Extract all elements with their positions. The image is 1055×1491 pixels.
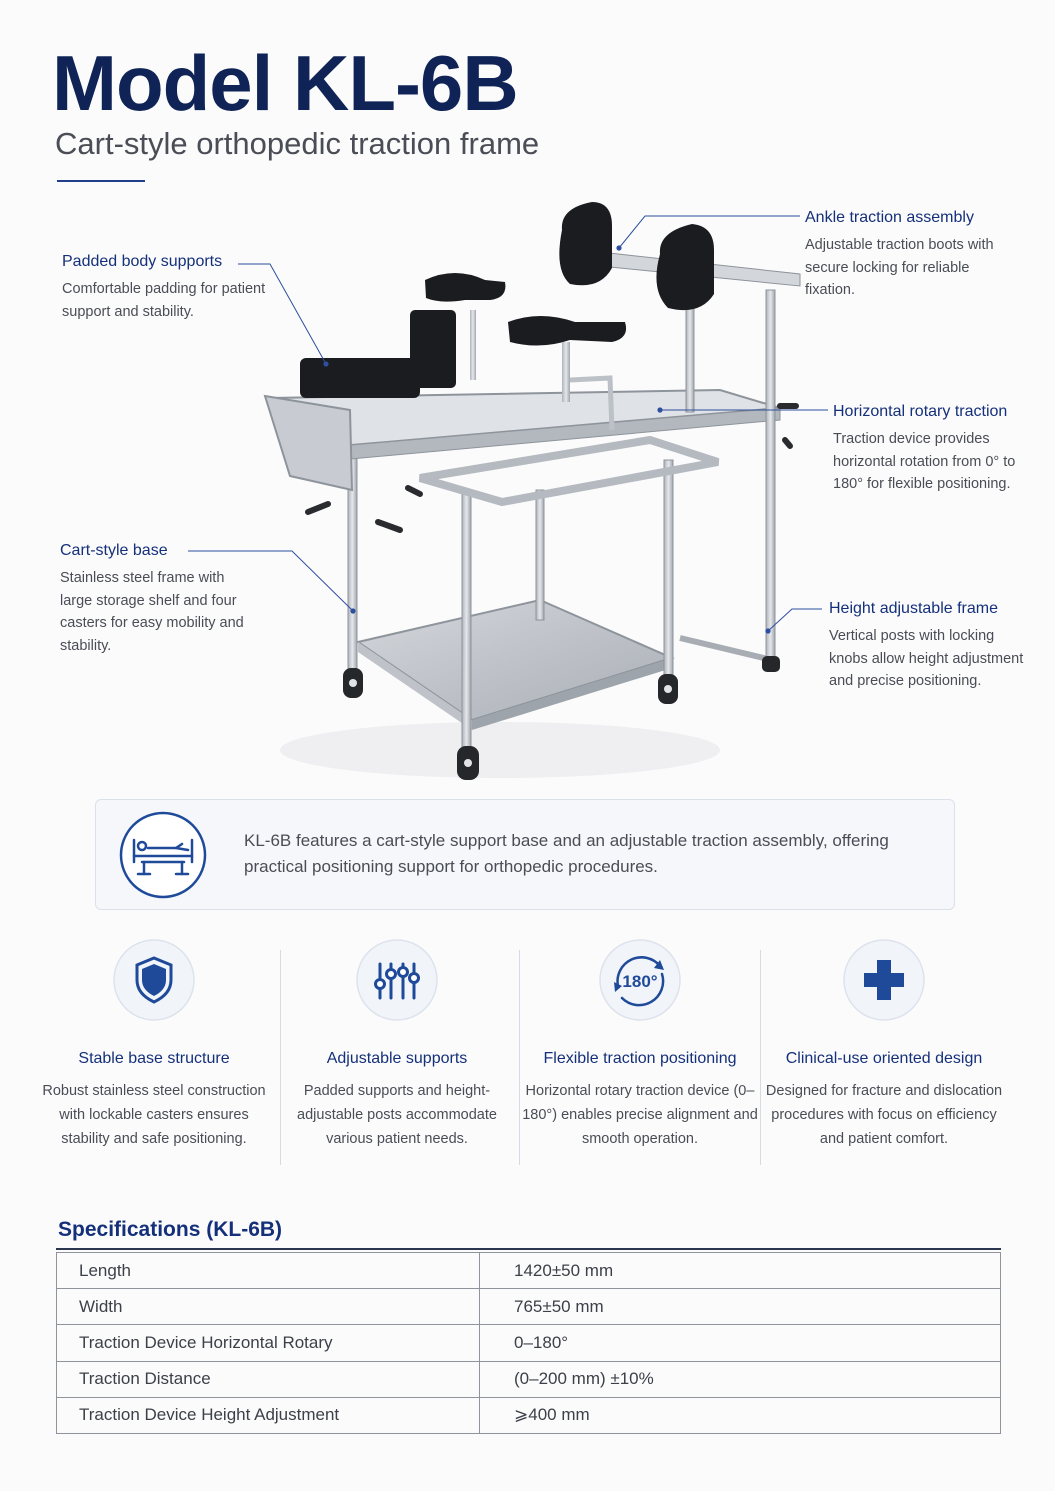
callout-title: Cart-style base <box>60 542 168 559</box>
spec-value: 0–180° <box>480 1325 1001 1361</box>
sliders-icon <box>355 938 439 1022</box>
feature-description: Horizontal rotary traction device (0–180°) enables precise alignment and smooth operation. <box>522 1083 758 1147</box>
callout-description: Traction device provides horizontal rotation from 0° to 180° for flexible positioning. <box>833 431 1016 492</box>
callout-description: Adjustable traction boots with secure locking for reliable fixation. <box>805 237 994 298</box>
callout-title: Ankle traction assembly <box>805 209 974 226</box>
callout-description: Vertical posts with locking knobs allow height adjustment and precise positioning. <box>829 628 1024 689</box>
spec-label: Traction Device Height Adjustment <box>57 1397 480 1433</box>
column-divider <box>760 950 761 1165</box>
rotation-icon-label: 180° <box>622 972 658 991</box>
feature-title: Clinical-use oriented design <box>785 1050 983 1067</box>
page-subtitle: Cart-style orthopedic traction frame <box>55 126 540 161</box>
page-title: Model KL-6B <box>52 39 518 127</box>
patient-on-table-icon <box>118 810 208 900</box>
specifications-rule <box>56 1248 1001 1250</box>
feature-adjustable-supports <box>277 938 517 1151</box>
callout-height-adjustable-frame <box>829 599 1024 693</box>
callout-title: Horizontal rotary traction <box>833 403 1008 420</box>
feature-clinical-design <box>764 938 1004 1151</box>
feature-title: Flexible traction positioning <box>543 1050 737 1067</box>
shield-icon <box>112 938 196 1022</box>
rotation-icon <box>598 938 682 1022</box>
traction-frame-illustration <box>240 190 840 805</box>
callout-horizontal-rotary-traction <box>833 402 1023 496</box>
spec-label: Width <box>57 1289 480 1325</box>
feature-description: Padded supports and height-adjustable posts accommodate various patient needs. <box>297 1083 497 1147</box>
callout-title: Padded body supports <box>62 253 223 270</box>
specifications-table <box>56 1252 1001 1434</box>
spec-label: Length <box>57 1253 480 1289</box>
callout-padded-body-supports <box>62 252 272 323</box>
spec-value: ⩾400 mm <box>480 1397 1001 1433</box>
feature-stable-base <box>34 938 274 1151</box>
feature-description: Robust stainless steel construction with lockable casters ensures stability and safe positioning. <box>42 1083 266 1147</box>
callout-title: Height adjustable frame <box>829 600 998 617</box>
spec-value: (0–200 mm) ±10% <box>480 1361 1001 1397</box>
feature-title: Adjustable supports <box>326 1050 468 1067</box>
feature-flexible-traction <box>520 938 760 1151</box>
callout-cart-style-base <box>60 541 260 657</box>
table-row <box>57 1289 1001 1325</box>
spec-value: 1420±50 mm <box>480 1253 1001 1289</box>
specifications-heading: Specifications (KL-6B) <box>58 1218 283 1241</box>
callout-description: Comfortable padding for patient support and stability. <box>62 281 266 320</box>
feature-title: Stable base structure <box>78 1050 230 1067</box>
spec-value: 765±50 mm <box>480 1289 1001 1325</box>
medical-cross-icon <box>842 938 926 1022</box>
title-underline <box>57 180 145 182</box>
feature-description: Designed for fracture and dislocation procedures with focus on efficiency and patient comfort. <box>765 1083 1003 1147</box>
table-row <box>57 1325 1001 1361</box>
summary-text: KL-6B features a cart-style support base and an adjustable traction assembly, offering practical positioning support for orthopedic procedures. <box>244 831 889 876</box>
table-row <box>57 1253 1001 1289</box>
spec-label: Traction Distance <box>57 1361 480 1397</box>
table-row <box>57 1397 1001 1433</box>
spec-label: Traction Device Horizontal Rotary <box>57 1325 480 1361</box>
table-row <box>57 1361 1001 1397</box>
callout-description: Stainless steel frame with large storage shelf and four casters for easy mobility and stability. <box>60 570 244 654</box>
callout-ankle-traction-assembly <box>805 208 995 302</box>
